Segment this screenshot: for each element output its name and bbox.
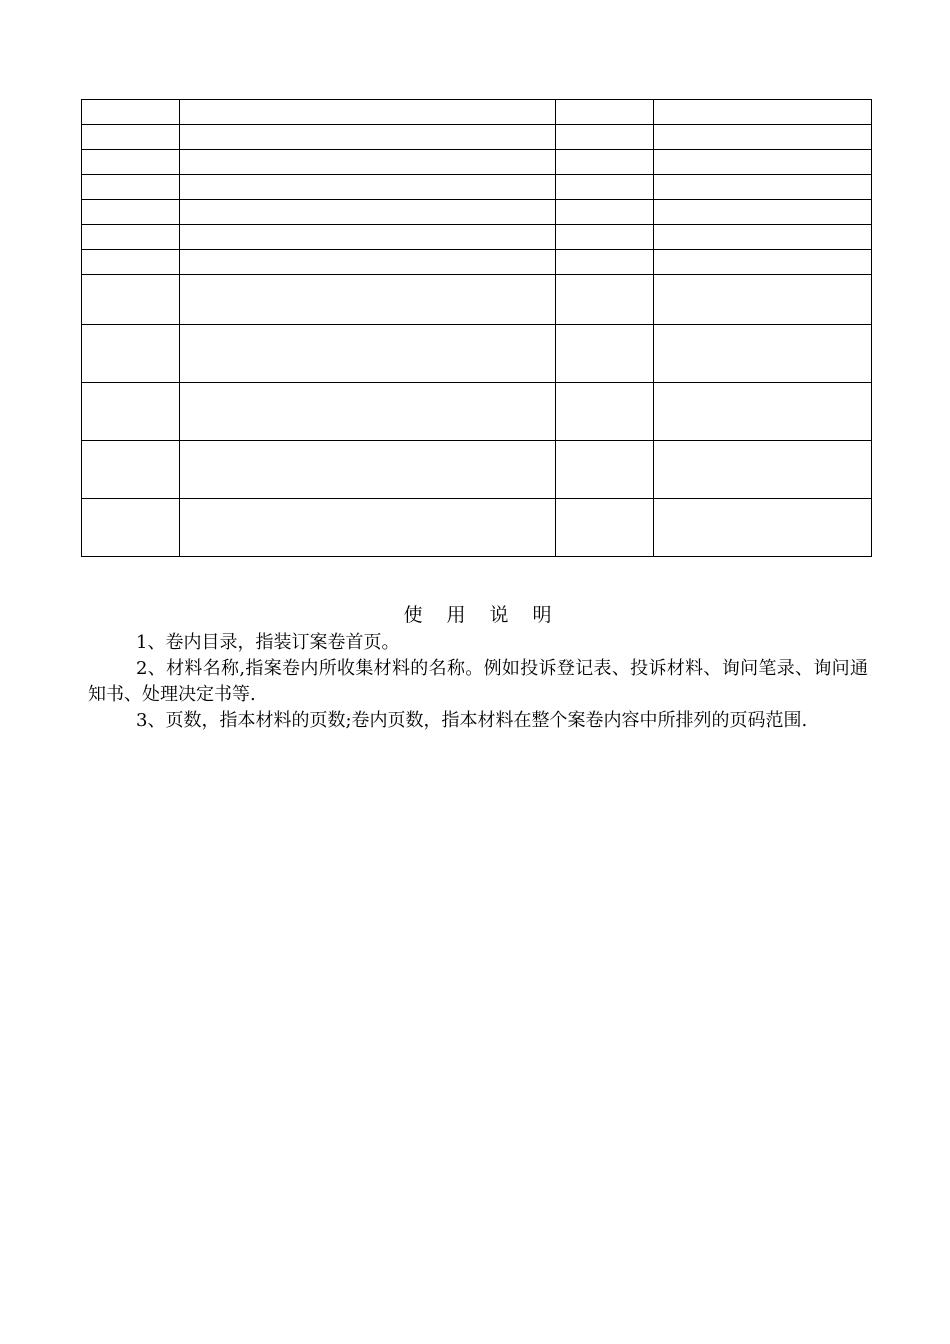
catalog-table: [81, 99, 872, 557]
table-cell: [180, 325, 556, 383]
table-cell: [654, 175, 872, 200]
table-cell: [180, 250, 556, 275]
instructions-title: 使 用 说 明: [403, 604, 561, 626]
table-cell: [556, 125, 654, 150]
table-cell: [82, 383, 180, 441]
table-cell: [556, 325, 654, 383]
table-cell: [180, 200, 556, 225]
instruction-item-2: 2、材料名称,指案卷内所收集材料的名称。例如投诉登记表、投诉材料、询问笔录、询问通知书、处理决定书等.: [88, 658, 868, 705]
table-cell: [556, 225, 654, 250]
table-cell: [654, 275, 872, 325]
table-row: [82, 125, 872, 150]
table-row: [82, 100, 872, 125]
table-cell: [654, 325, 872, 383]
table-cell: [82, 125, 180, 150]
table-row: [82, 175, 872, 200]
table-cell: [556, 150, 654, 175]
table-cell: [180, 383, 556, 441]
table-cell: [654, 225, 872, 250]
table-cell: [180, 441, 556, 499]
table-cell: [556, 100, 654, 125]
table-cell: [556, 275, 654, 325]
table-cell: [556, 499, 654, 557]
table-row: [82, 200, 872, 225]
table-cell: [654, 200, 872, 225]
table-cell: [82, 100, 180, 125]
instruction-item-3: 3、页数，指本材料的页数;卷内页数，指本材料在整个案卷内容中所排列的页码范围.: [136, 710, 808, 731]
table-cell: [82, 499, 180, 557]
table-cell: [654, 383, 872, 441]
table-row: [82, 250, 872, 275]
table-cell: [180, 275, 556, 325]
table-cell: [82, 441, 180, 499]
table-cell: [654, 441, 872, 499]
table-cell: [556, 200, 654, 225]
table-row: [82, 499, 872, 557]
table-cell: [654, 150, 872, 175]
table-cell: [82, 225, 180, 250]
table-cell: [180, 100, 556, 125]
table-row: [82, 325, 872, 383]
catalog-table-body: [82, 100, 872, 557]
table-row: [82, 441, 872, 499]
instructions-section: [88, 600, 868, 734]
table-cell: [82, 275, 180, 325]
table-cell: [82, 150, 180, 175]
table-cell: [556, 441, 654, 499]
table-cell: [82, 200, 180, 225]
table-cell: [654, 499, 872, 557]
table-cell: [180, 125, 556, 150]
table-cell: [556, 175, 654, 200]
table-row: [82, 275, 872, 325]
table-cell: [654, 250, 872, 275]
table-row: [82, 225, 872, 250]
table-cell: [180, 499, 556, 557]
table-cell: [82, 250, 180, 275]
table-row: [82, 150, 872, 175]
instruction-item-1: 1、卷内目录，指装订案卷首页。: [136, 632, 400, 653]
table-cell: [180, 175, 556, 200]
table-cell: [556, 383, 654, 441]
table-cell: [654, 100, 872, 125]
table-cell: [82, 175, 180, 200]
table-row: [82, 383, 872, 441]
table-cell: [180, 150, 556, 175]
table-cell: [556, 250, 654, 275]
table-cell: [82, 325, 180, 383]
table-cell: [180, 225, 556, 250]
table-cell: [654, 125, 872, 150]
